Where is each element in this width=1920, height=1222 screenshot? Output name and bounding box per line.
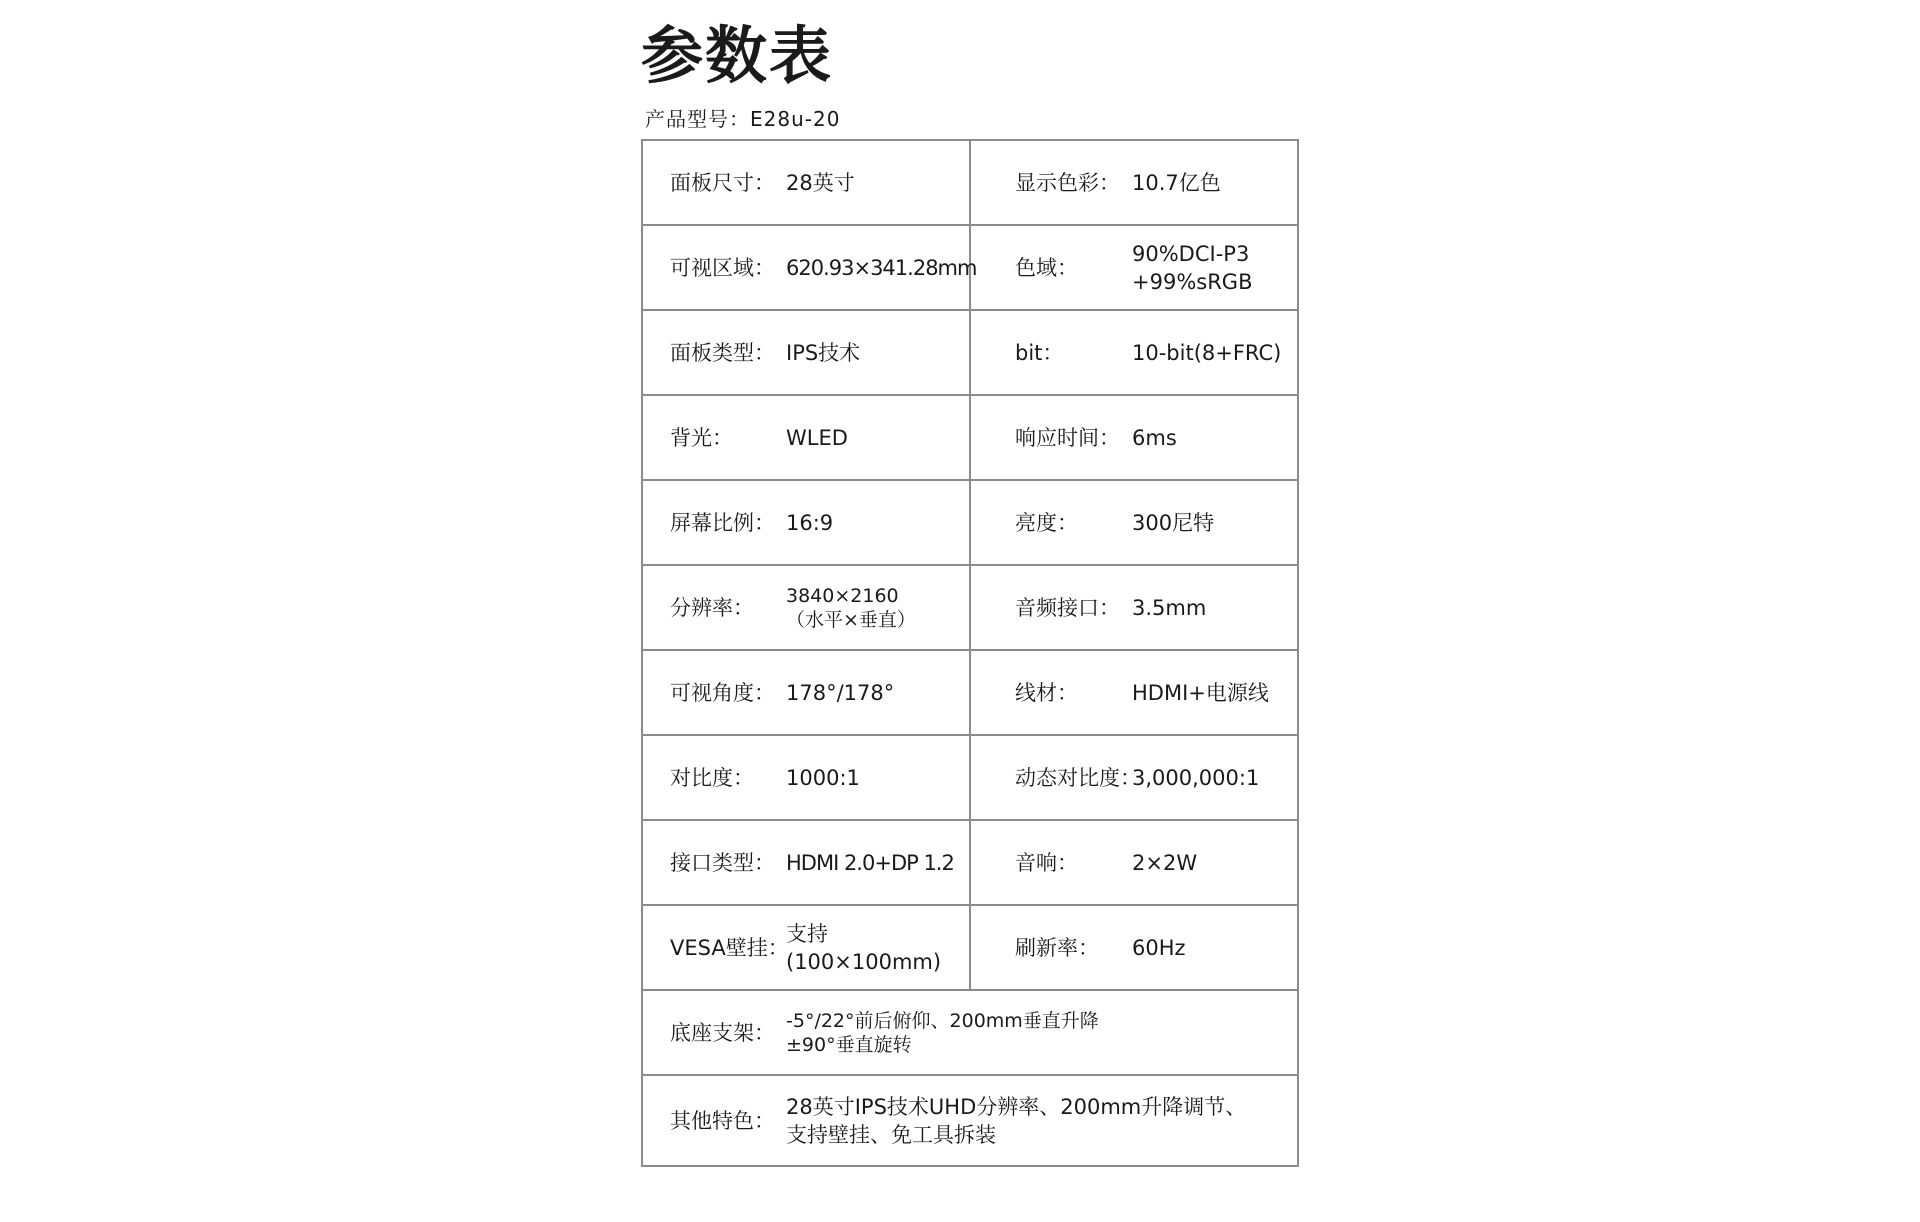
- spec-cell: [971, 821, 1297, 904]
- spec-label: 对比度：: [670, 765, 754, 790]
- spec-value: IPS技术: [786, 340, 861, 365]
- spec-label: 动态对比度：: [1015, 765, 1141, 790]
- spec-value: 28英寸IPS技术UHD分辨率、200mm升降调节、 支持壁挂、免工具拆装: [786, 1094, 1247, 1147]
- spec-value: 3840×2160 （水平×垂直）: [786, 584, 916, 631]
- spec-label: 分辨率：: [670, 595, 754, 620]
- spec-cell: [643, 311, 969, 394]
- spec-label: 接口类型：: [670, 850, 775, 875]
- spec-value: 10-bit(8+FRC): [1132, 340, 1282, 365]
- product-model: 产品型号：E28u-20: [645, 107, 841, 131]
- spec-value: 支持 (100×100mm): [786, 921, 942, 974]
- spec-label: 底座支架：: [670, 1020, 775, 1045]
- spec-label: 面板类型：: [670, 340, 775, 365]
- spec-value: 16:9: [786, 510, 834, 535]
- spec-cell: [971, 311, 1297, 394]
- spec-label: bit：: [1015, 340, 1064, 365]
- spec-cell: [971, 481, 1297, 564]
- spec-label: 屏幕比例：: [670, 510, 775, 535]
- spec-value: 60Hz: [1132, 935, 1186, 960]
- spec-cell: [643, 141, 969, 224]
- spec-value: -5°/22°前后俯仰、200mm垂直升降 ±90°垂直旋转: [786, 1009, 1099, 1056]
- spec-label: 音响：: [1015, 850, 1078, 875]
- table-row: [642, 480, 1298, 565]
- table-row: [642, 820, 1298, 905]
- table-row: [642, 140, 1298, 225]
- spec-cell: [971, 906, 1297, 989]
- spec-label: 可视区域：: [670, 255, 775, 280]
- spec-label: 响应时间：: [1015, 425, 1120, 450]
- spec-value: 3.5mm: [1132, 595, 1207, 620]
- spec-cell: [643, 396, 969, 479]
- spec-cell: [971, 226, 1297, 309]
- spec-value: 1000:1: [786, 765, 860, 790]
- spec-cell: [643, 651, 969, 734]
- spec-label: 显示色彩：: [1015, 170, 1120, 195]
- table-row: [642, 395, 1298, 480]
- spec-value: 2×2W: [1132, 850, 1198, 875]
- spec-cell: [643, 566, 969, 649]
- spec-value: WLED: [786, 425, 848, 450]
- spec-value: 6ms: [1132, 425, 1177, 450]
- spec-value: 3,000,000:1: [1132, 765, 1260, 790]
- spec-label: 亮度：: [1015, 510, 1078, 535]
- spec-label: 其他特色：: [670, 1108, 775, 1133]
- spec-value: 178°/178°: [786, 680, 895, 705]
- table-row-wide: [642, 990, 1298, 1075]
- spec-label: 线材：: [1015, 680, 1078, 705]
- spec-cell: [971, 141, 1297, 224]
- table-row: [642, 735, 1298, 820]
- spec-value: 90%DCI-P3 +99%sRGB: [1132, 241, 1253, 294]
- spec-label: 面板尺寸：: [670, 170, 775, 195]
- spec-value: HDMI 2.0+DP 1.2: [786, 850, 954, 875]
- spec-cell: [643, 226, 977, 309]
- spec-label: 色域：: [1015, 255, 1078, 280]
- spec-cell: [643, 821, 969, 904]
- spec-value: 28英寸: [786, 170, 855, 195]
- spec-value: 300尼特: [1132, 510, 1215, 535]
- table-row: [642, 310, 1298, 395]
- spec-cell: [971, 396, 1297, 479]
- table-row: [642, 565, 1298, 650]
- spec-label: 音频接口：: [1015, 595, 1120, 620]
- spec-cell: [971, 651, 1297, 734]
- table-row-wide: [642, 1075, 1298, 1166]
- spec-label: 可视角度：: [670, 680, 775, 705]
- spec-value: 10.7亿色: [1132, 170, 1221, 195]
- spec-value: HDMI+电源线: [1132, 680, 1269, 705]
- spec-cell: [971, 736, 1297, 819]
- spec-table: [641, 139, 1299, 1167]
- table-row: [642, 650, 1298, 735]
- table-row: [642, 905, 1298, 990]
- spec-label: 刷新率：: [1015, 935, 1099, 960]
- spec-value: 620.93×341.28mm: [786, 255, 977, 280]
- spec-cell-wide: [643, 991, 1297, 1074]
- spec-cell: [643, 481, 969, 564]
- spec-cell: [971, 566, 1297, 649]
- spec-label: 背光：: [670, 425, 733, 450]
- table-row: [642, 225, 1298, 310]
- page-title: 参数表: [641, 19, 834, 92]
- spec-label: VESA壁挂：: [670, 935, 789, 960]
- spec-cell-wide: [643, 1076, 1297, 1165]
- spec-cell: [643, 906, 969, 989]
- spec-cell: [643, 736, 969, 819]
